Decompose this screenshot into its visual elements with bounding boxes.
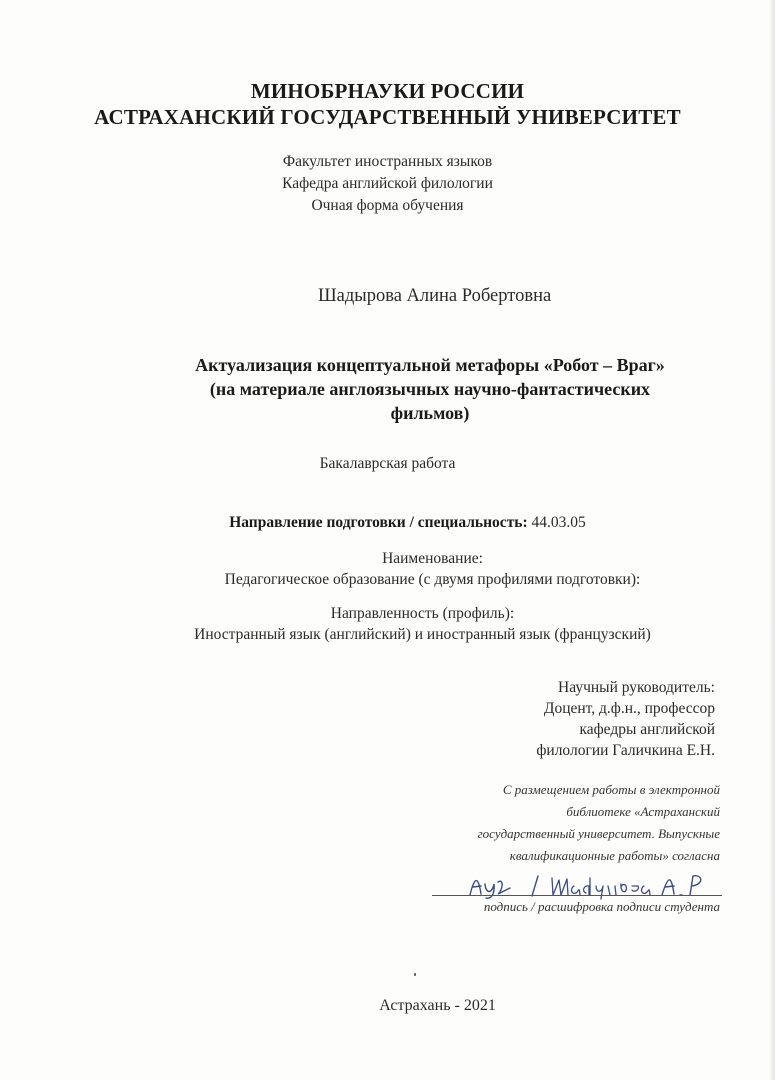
supervisor-line: кафедры английской (579, 721, 715, 738)
thesis-title (140, 353, 720, 425)
thesis-title-line: Актуализация концептуальной метафоры «Робот – Враг» (195, 355, 665, 375)
signature-text: Ayf / Шадырова А.Р. (440, 868, 449, 869)
supervisor-block (536, 677, 715, 761)
direction-label: Направление подготовки / специальность: (229, 514, 528, 531)
supervisor-line: филологии Галичкина Е.Н. (536, 742, 715, 759)
department-name: Кафедра английской филологии (282, 175, 493, 192)
header-block (0, 78, 775, 130)
naming-value: Педагогическое образование (с двумя профилями подготовки): (224, 571, 641, 588)
signature-caption: подпись / расшифровка подписи студента (483, 899, 720, 914)
profile-block (35, 603, 775, 645)
city-year: Астрахань - 2021 (379, 997, 496, 1014)
work-type: Бакалаврская работа (319, 455, 456, 472)
naming-label: Наименование: (382, 550, 483, 567)
faculty-block (0, 151, 775, 217)
consent-line: государственный университет. Выпускные (477, 826, 720, 841)
student-name: Шадырова Алина Робертовна (318, 286, 552, 306)
supervisor-line: Доцент, д.ф.н., профессор (543, 700, 715, 717)
consent-block (390, 779, 720, 867)
naming-block (45, 548, 775, 590)
study-form: Очная форма обучения (311, 197, 464, 214)
supervisor-line: Научный руководитель: (558, 679, 715, 696)
ministry-name: МИНОБРНАУКИ РОССИИ (250, 79, 525, 103)
thesis-title-line: фильмов) (390, 403, 470, 423)
faculty-name: Факультет иностранных языков (282, 153, 493, 170)
university-name: АСТРАХАНСКИЙ ГОСУДАРСТВЕННЫЙ УНИВЕРСИТЕТ (94, 105, 681, 129)
direction-code: 44.03.05 (531, 514, 586, 531)
paper-speck (414, 973, 416, 976)
signature-line (432, 895, 722, 896)
profile-value: Иностранный язык (английский) и иностранный язык (французский) (194, 626, 651, 643)
consent-line: библиотеке «Астраханский (566, 804, 720, 819)
consent-line: квалификационные работы» согласна (509, 848, 720, 863)
thesis-title-line: (на материале англоязычных научно-фантастических (209, 379, 651, 399)
profile-label: Направленность (профиль): (330, 605, 515, 622)
consent-line: С размещением работы в электронной (502, 782, 720, 797)
direction-line (20, 514, 775, 532)
